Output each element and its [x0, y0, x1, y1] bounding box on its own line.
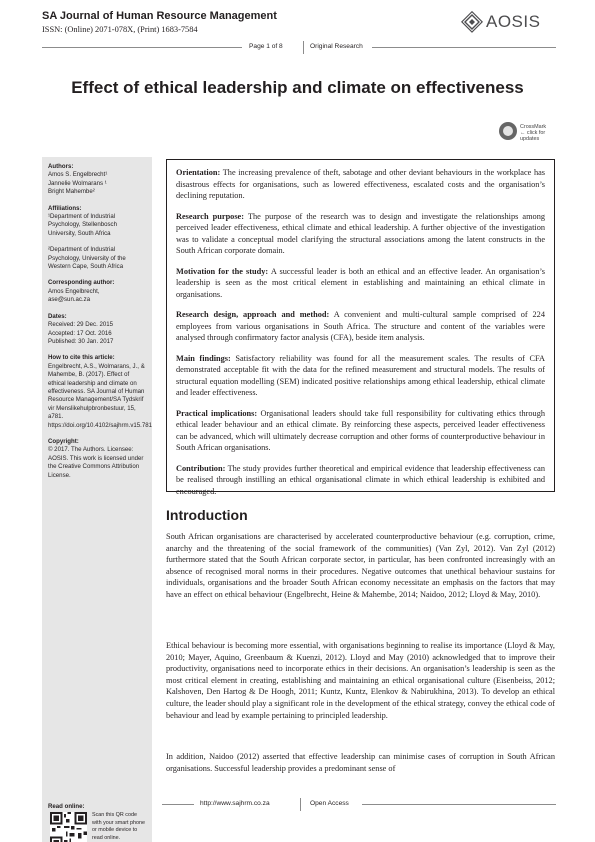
aosis-logo: [461, 11, 556, 33]
crossmark-label: CrossMark ← click for updates: [520, 124, 547, 142]
abstract-heading: Research purpose:: [176, 211, 245, 221]
dates-label: Dates:: [48, 312, 67, 320]
cite-text: Engelbrecht, A.S., Wolmarans, J., & Mahembe, B. (2017). Effect of ethical leadership and climate on effectiveness. SA Journal of Human Resource Management/SA Tydskrif vir Menslikehulpbronbestuur, 15, a781. https://doi.org/10.4102/sajhrm.v15.781: [48, 362, 152, 429]
crossmark-badge[interactable]: [499, 120, 547, 142]
abstract-heading: Main findings:: [176, 353, 231, 363]
copyright-text: © 2017. The Authors. Licensee: AOSIS. This work is licensed under the Creative Commons Attribution License.: [48, 446, 144, 479]
crossmark-icon: [499, 122, 517, 140]
journal-title: SA Journal of Human Resource Management: [42, 10, 277, 22]
abstract-text: Organisational leaders should take full responsibility for cultivating ethics through ethical leader behaviour and an ethical climate. By reinforcing these aspects, perceived leader effectiveness can be advanced, which will ultimately decrease corruption and other forms of counterproductive behaviour in South African organisations.: [176, 408, 545, 452]
date-accepted: Accepted: 17 Oct. 2016: [48, 329, 112, 337]
qr-code-icon[interactable]: [50, 812, 87, 842]
author-name: Jannelie Wolmarans ¹: [48, 179, 107, 187]
abstract-text: The increasing prevalence of theft, sabotage and other deviant behaviours in the workplace has disastrous effects for organisations, such as lowered effectiveness, escalated costs and the organisation’s declining reputation.: [176, 168, 545, 200]
abstract-heading: Motivation for the study:: [176, 266, 269, 276]
page-indicator: Page 1 of 8: [249, 43, 283, 50]
header-separator: [303, 41, 304, 54]
open-access-label: Open Access: [310, 800, 349, 807]
intro-paragraph-1: South African organisations are characterised by accelerated counterproductive behaviour (e.g. corruption, crime, anarchy and the threatening of the social framework of the communities) (Van Zyl, 2012). Van Zyl (2012) furthermore stated that the South African corporate sector, in particular, has been confronted increasingly with an absence of recognised moral norms in their procedures. Negative outcomes that unethical behaviour sustains for individuals, organisations and the broader South African economy necessitate an emphasis on the factors that may have an effect on ethical behaviour (Engelbrecht, Heine & Mahembe, 2014; Naidoo, 2012; Lloyd & May, 2010).: [166, 532, 555, 599]
intro-paragraph-2: Ethical behaviour is becoming more essential, with organisations beginning to realise its importance (Lloyd & May, 2010; Mayer, Aquino, Greenbaum & Kuenzi, 2012). Lloyd and May (2010) acknowledged that to improve their productivity, organisations need to incorporate ethics in their decisions. An organisation’s leadership is seen as the most critical element in creating, establishing and maintaining an ethical organisational culture (Eisenbeiss, 2012; Kalshoven, Den Hartog & De Hoogh, 2011; Kuntz, Kuntz, Elenkov & Nabirukhina, 2013). To develop an ethical culture, the leader should play a significant role in the development of the ethical strategy, convey the ethical code of behaviour and lead by example pertaining to principled leadership.: [166, 641, 555, 720]
article-type: Original Research: [310, 43, 363, 50]
abstract-text: Satisfactory reliability was found for all the measurement scales. The results of CFA demonstrated acceptable fit with the data for the refined measurement and structural models. The results of structural equation modelling (SEM) indicated positive relationships among ethical leadership, ethical climate and leader effectiveness.: [176, 353, 545, 397]
introduction-heading: Introduction: [166, 507, 248, 523]
author-name: Amos S. Engelbrecht¹: [48, 171, 108, 179]
article-info-sidebar: [42, 157, 152, 842]
date-received: Received: 29 Dec. 2015: [48, 321, 114, 329]
corresponding-block: [48, 279, 146, 304]
abstract-heading: Contribution:: [176, 463, 226, 473]
corresponding-email[interactable]: ase@sun.ac.za: [48, 296, 91, 304]
abstract-text: A successful leader is both an ethical and an effective leader. An organisation’s leadership is seen as the most critical element in establishing and maintaining an ethical climate in organisations.: [176, 266, 545, 299]
read-online-label: Read online:: [48, 803, 85, 810]
abstract-box: [166, 159, 555, 496]
header-rule-left: [42, 47, 242, 48]
footer-rule-left: [162, 804, 194, 805]
abstract-heading: Research design, approach and method:: [176, 310, 330, 319]
affiliations-block: [48, 205, 146, 239]
footer-separator: [300, 798, 301, 811]
citation-block: [48, 354, 152, 430]
abstract-orientation: [176, 167, 545, 202]
read-online-block: [50, 812, 148, 842]
corresponding-name: Amos Engelbrecht,: [48, 287, 100, 295]
header-rule-right: [372, 47, 556, 48]
affiliation-2: ²Department of Industrial Psychology, University of the Western Cape, South Africa: [48, 246, 126, 271]
copyright-block: [48, 438, 146, 480]
abstract-text: A convenient and multi-cultural sample comprised of 224 employees from various organisations in South Africa. The structure and content of the variables were analysed through confirmatory factor analysis (CFA), beside item analysis.: [176, 310, 545, 342]
abstract-research-purpose: [176, 211, 545, 257]
cite-label: How to cite this article:: [48, 354, 115, 362]
affiliations-label: Affiliations:: [48, 204, 82, 212]
issn: ISSN: (Online) 2071-078X, (Print) 1683-7584: [42, 25, 198, 34]
authors-block: [48, 163, 146, 197]
abstract-research-design: [176, 309, 545, 344]
corresponding-label: Corresponding author:: [48, 279, 115, 287]
abstract-practical-implications: [176, 408, 545, 454]
abstract-heading: Practical implications:: [176, 408, 258, 418]
authors-label: Authors:: [48, 163, 74, 170]
copyright-label: Copyright:: [48, 437, 79, 445]
dates-block: [48, 313, 146, 347]
abstract-contribution: [176, 463, 545, 498]
date-published: Published: 30 Jan. 2017: [48, 337, 114, 345]
aosis-logo-icon: [461, 11, 483, 33]
affiliation-2-block: [48, 246, 146, 271]
abstract-main-findings: [176, 353, 545, 399]
author-name: Bright Mahembe²: [48, 188, 95, 196]
abstract-text: The purpose of the research was to design and investigate the relationships among perceived leader effectiveness, ethical climate and ethical leadership. A further objective of the investigation was to validate a conceptual model clarifying the structural associations among the latent constructs in the South African corporate domain.: [176, 211, 545, 255]
abstract-heading: Orientation:: [176, 168, 221, 177]
abstract-text: The study provides further theoretical and empirical evidence that leadership effectiveness can be realised through instilling an ethical organisational climate in which ethical leadership is exhibited and encouraged.: [176, 463, 545, 496]
journal-url-link[interactable]: http://www.sajhrm.co.za: [200, 800, 270, 807]
article-title: Effect of ethical leadership and climate on effectiveness: [71, 78, 524, 97]
qr-instructions: Scan this QR code with your smart phone or mobile device to read online.: [92, 812, 146, 841]
affiliation-1: ¹Department of Industrial Psychology, Stellenbosch University, South Africa: [48, 213, 117, 237]
intro-paragraph-3: In addition, Naidoo (2012) asserted that effective leadership can minimise cases of corruption in South African organisations. Successful leadership provides a predominant sense of: [166, 752, 555, 773]
aosis-logo-text: AOSIS: [486, 12, 541, 31]
abstract-motivation: [176, 266, 545, 301]
footer-rule-right: [362, 804, 556, 805]
